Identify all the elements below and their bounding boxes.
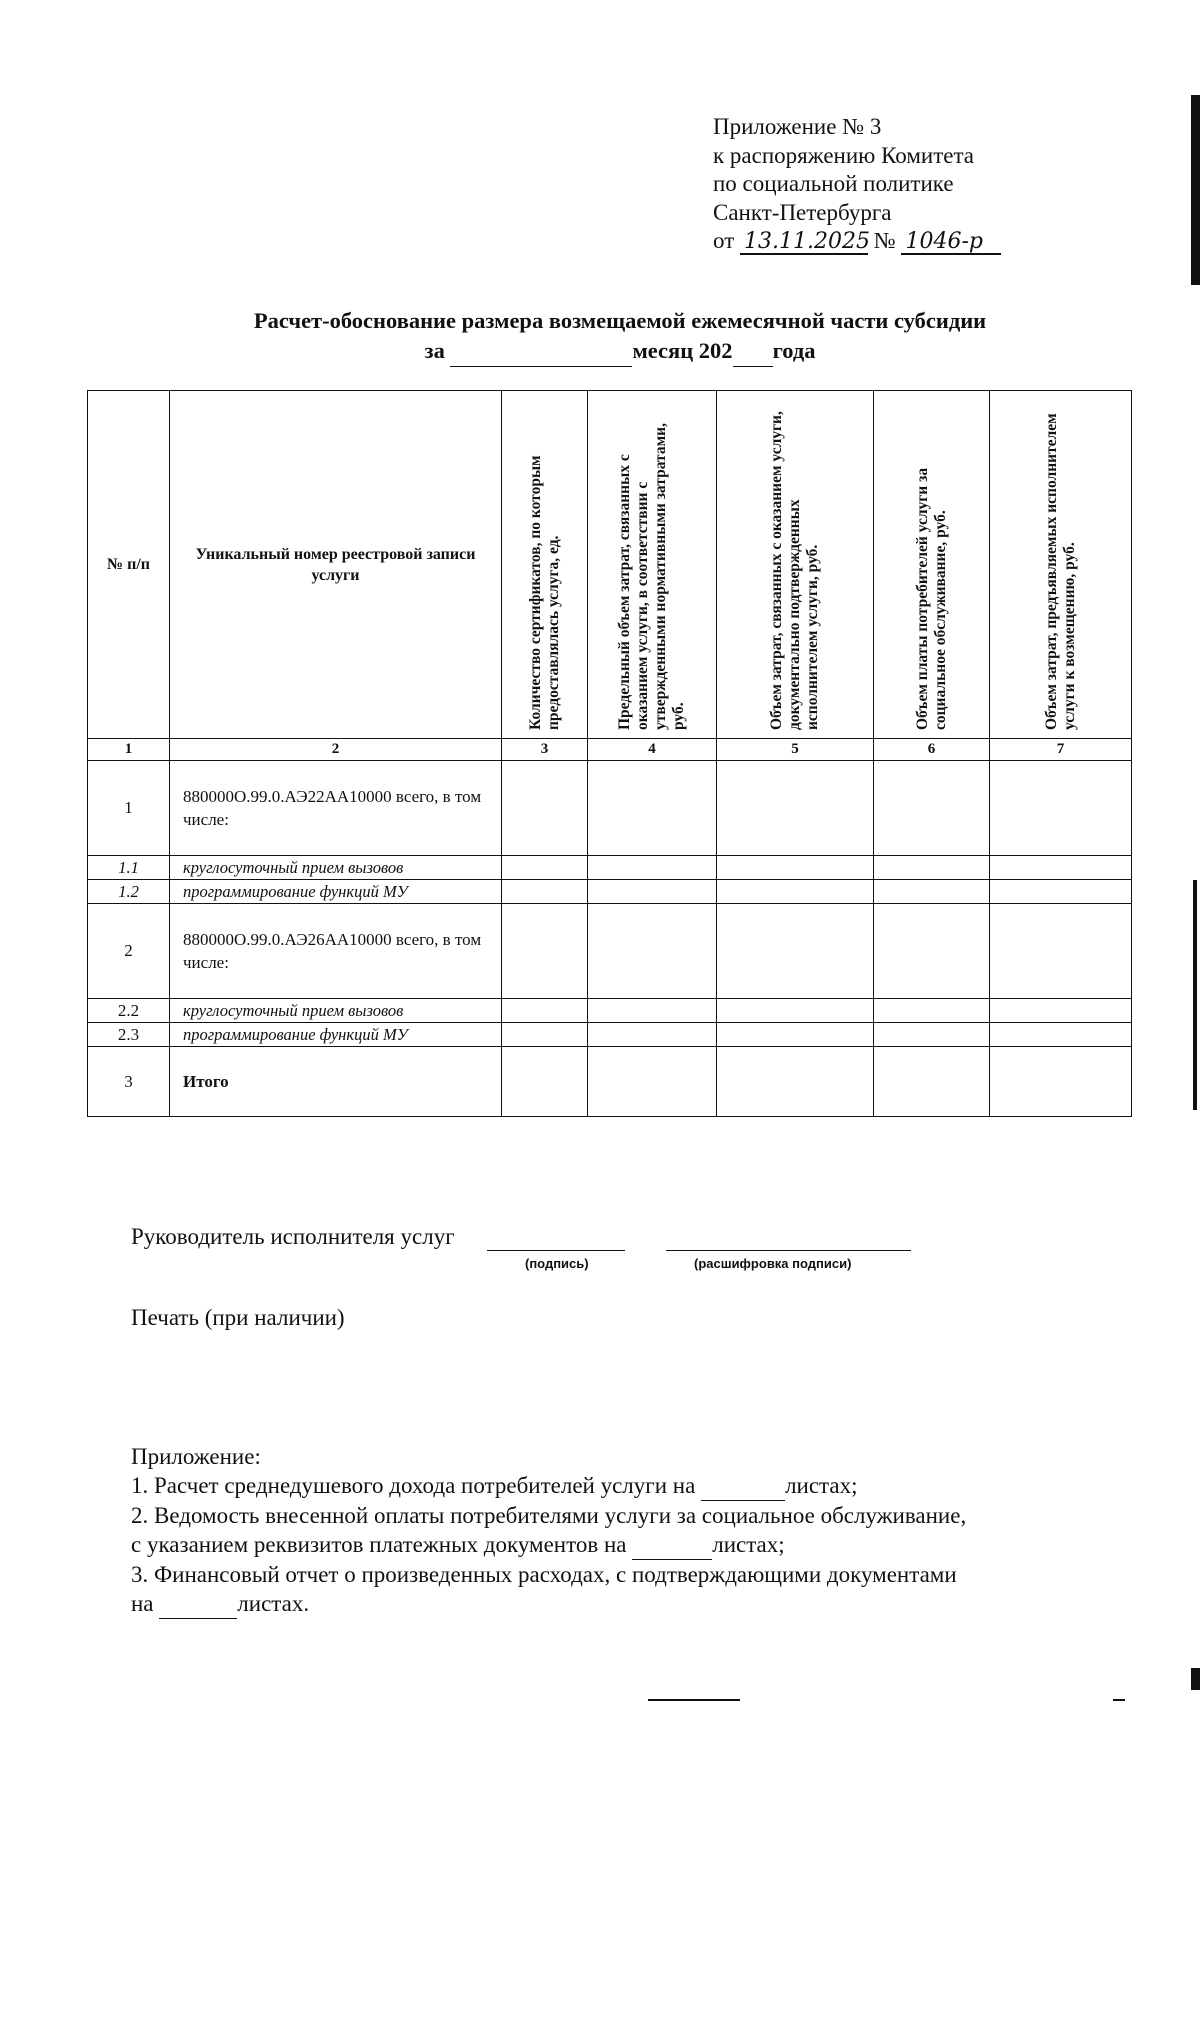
caption-signature: (подпись): [525, 1256, 589, 1271]
scan-edge-mark: [1191, 95, 1200, 285]
header-certificates: Количество сертификатов, по которым предоставлялась услуга, ед.: [502, 391, 588, 739]
subsidy-table: [87, 390, 1132, 1117]
appendix-line-1: Приложение № 3: [713, 114, 882, 139]
header-reimbursement: Объем затрат, предъявляемых исполнителем услуги к возмещению, руб.: [990, 391, 1132, 739]
table-row-total: [88, 1047, 1132, 1117]
attachments-block: [131, 1442, 966, 1619]
table-header-row: [88, 391, 1132, 739]
attachment-item-3-cont: на листах.: [131, 1589, 966, 1619]
year-blank: [733, 336, 773, 367]
col-number: 1: [88, 739, 170, 761]
col-number: 4: [588, 739, 717, 761]
service-name: программирование функций МУ: [170, 880, 502, 904]
header-registry-number: Уникальный номер реестровой записи услуги: [170, 391, 502, 739]
appendix-date-line: [713, 227, 1001, 256]
title-prefix: за: [424, 338, 445, 363]
signature-label: Руководитель исполнителя услуг: [131, 1224, 455, 1249]
appendix-line-2: к распоряжению Комитета: [713, 142, 974, 168]
row-number: 2: [88, 904, 170, 999]
service-name: круглосуточный прием вызовов: [170, 999, 502, 1023]
table-row: [88, 999, 1132, 1023]
table-row: [88, 856, 1132, 880]
header-consumer-payment: Объем платы потребителей услуги за социальное обслуживание, руб.: [874, 391, 990, 739]
col-number: 3: [502, 739, 588, 761]
scan-edge-mark: [1193, 880, 1197, 1110]
total-label: Итого: [170, 1047, 502, 1117]
title-middle: месяц 202: [632, 338, 733, 363]
signature-line: [487, 1226, 625, 1251]
row-number: 1.2: [88, 880, 170, 904]
row-number: 2.3: [88, 1023, 170, 1047]
attachment-item-3: 3. Финансовый отчет о произведенных расходах, с подтверждающими документами: [131, 1562, 957, 1587]
title-line-1: Расчет-обоснование размера возмещаемой ежемесячной части субсидии: [253, 308, 987, 333]
scan-edge-mark: [1191, 1668, 1200, 1690]
handwritten-number: 1046-р: [901, 231, 1001, 255]
table-row: [88, 904, 1132, 999]
service-name: 880000О.99.0.АЭ26АА10000 всего, в том числе:: [170, 904, 502, 999]
service-name: программирование функций МУ: [170, 1023, 502, 1047]
service-name: круглосуточный прием вызовов: [170, 856, 502, 880]
scan-dash: [648, 1699, 740, 1701]
number-label: №: [873, 228, 896, 253]
column-number-row: [88, 739, 1132, 761]
attachment-item-2: 2. Ведомость внесенной оплаты потребителями услуги за социальное обслуживание,: [131, 1503, 967, 1528]
table-row: [88, 1023, 1132, 1047]
attachment-item-2-cont: с указанием реквизитов платежных документов на листах;: [131, 1530, 966, 1560]
col-number: 6: [874, 739, 990, 761]
col-number: 5: [717, 739, 874, 761]
title-suffix: года: [772, 338, 816, 363]
header-cost-limit: Предельный объем затрат, связанных с оказанием услуги, в соответствии с утвержденными нормативными затратами, руб.: [588, 391, 717, 739]
appendix-line-4: Санкт-Петербурга: [713, 199, 892, 225]
scan-dash: [1113, 1699, 1125, 1701]
from-label: от: [713, 228, 735, 253]
appendix-line-3: по социальной политике: [713, 171, 954, 196]
appendix-block: [713, 113, 1001, 256]
handwritten-date: 13.11.2025: [740, 231, 868, 255]
header-row-number: № п/п: [88, 391, 170, 739]
title-line-2: [0, 336, 1200, 367]
header-cost-confirmed: Объем затрат, связанных с оказанием услуги, документально подтвержденных исполнителем услуги, руб.: [717, 391, 874, 739]
row-number: 2.2: [88, 999, 170, 1023]
caption-decode: (расшифровка подписи): [694, 1256, 852, 1271]
row-number: 1.1: [88, 856, 170, 880]
attachment-item-1: 1. Расчет среднедушевого дохода потребителей услуги на листах;: [131, 1471, 966, 1501]
attachments-heading: Приложение:: [131, 1444, 261, 1469]
col-number: 2: [170, 739, 502, 761]
col-number: 7: [990, 739, 1132, 761]
month-blank: [450, 336, 632, 367]
row-number: 1: [88, 761, 170, 856]
document-title: [0, 306, 1200, 367]
table-row: [88, 880, 1132, 904]
seal-note: Печать (при наличии): [131, 1305, 345, 1330]
table-row: [88, 761, 1132, 856]
row-number: 3: [88, 1047, 170, 1117]
service-name: 880000О.99.0.АЭ22АА10000 всего, в том числе:: [170, 761, 502, 856]
signature-decode-line: [666, 1226, 911, 1251]
